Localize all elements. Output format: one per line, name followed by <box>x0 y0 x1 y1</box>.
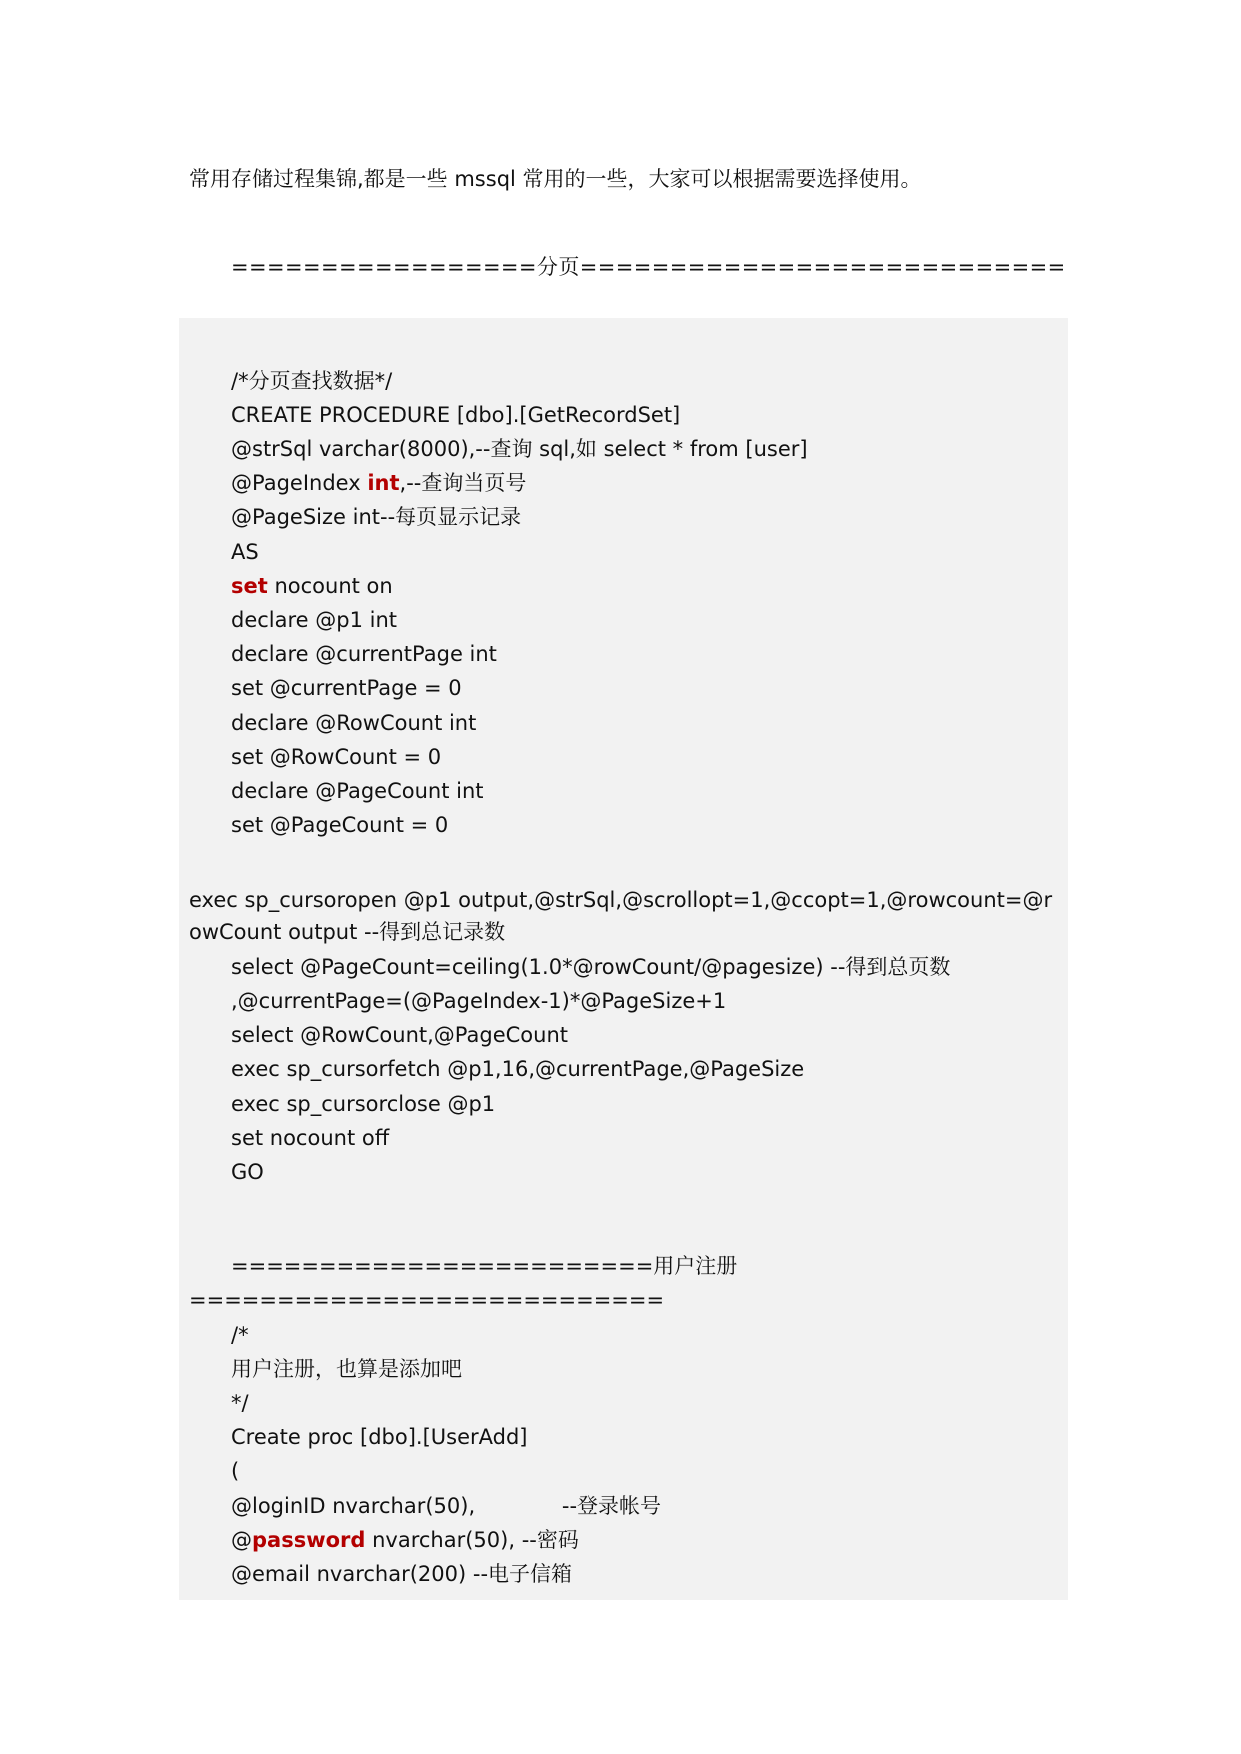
code-line: AS <box>231 540 259 564</box>
code-text: ,--查询当页号 <box>399 471 527 495</box>
code-line: owCount output --得到总记录数 <box>189 920 506 944</box>
code-line <box>231 571 393 601</box>
code-line: select @PageCount=ceiling(1.0*@rowCount/@pagesize) --得到总页数 <box>231 955 951 979</box>
code-text: @ <box>231 1528 252 1552</box>
code-line: set nocount off <box>231 1126 390 1150</box>
code-line: declare @currentPage int <box>231 642 497 666</box>
code-line: GO <box>231 1160 264 1184</box>
code-line: /* <box>231 1323 249 1347</box>
code-line: */ <box>231 1391 249 1415</box>
code-line: set @RowCount = 0 <box>231 745 442 769</box>
code-line: select @RowCount,@PageCount <box>231 1023 568 1047</box>
code-line <box>231 1525 579 1555</box>
code-line <box>231 468 526 498</box>
paging-section-header: =================分页=========================== <box>231 255 1066 279</box>
code-line: set @PageCount = 0 <box>231 813 449 837</box>
code-line: declare @RowCount int <box>231 711 477 735</box>
code-line: @strSql varchar(8000),--查询 sql,如 select * from [user] <box>231 437 808 461</box>
keyword: password <box>252 1528 366 1552</box>
code-line: Create proc [dbo].[UserAdd] <box>231 1425 528 1449</box>
code-line: exec sp_cursorfetch @p1,16,@currentPage,@PageSize <box>231 1057 805 1081</box>
code-line: ,@currentPage=(@PageIndex-1)*@PageSize+1 <box>231 989 727 1013</box>
code-text: nocount on <box>267 574 393 598</box>
code-text: @PageIndex <box>231 471 368 495</box>
code-line: /*分页查找数据*/ <box>231 369 393 393</box>
keyword: set <box>231 574 268 598</box>
code-line: set @currentPage = 0 <box>231 676 462 700</box>
code-text: nvarchar(50), --密码 <box>365 1528 579 1552</box>
code-line: 用户注册，也算是添加吧 <box>231 1357 462 1381</box>
user-register-section-header: ========================用户注册 <box>231 1254 738 1278</box>
code-line: exec sp_cursoropen @p1 output,@strSql,@scrollopt=1,@ccopt=1,@rowcount=@r <box>189 888 1053 912</box>
intro-paragraph: 常用存储过程集锦,都是一些 mssql 常用的一些，大家可以根据需要选择使用。 <box>189 167 922 191</box>
code-line: ( <box>231 1459 240 1483</box>
code-line: @email nvarchar(200) --电子信箱 <box>231 1562 573 1586</box>
code-line: CREATE PROCEDURE [dbo].[GetRecordSet] <box>231 403 681 427</box>
code-line: declare @p1 int <box>231 608 398 632</box>
user-register-section-header-cont: =========================== <box>189 1288 665 1312</box>
code-line: declare @PageCount int <box>231 779 484 803</box>
code-line: exec sp_cursorclose @p1 <box>231 1092 496 1116</box>
code-line: @PageSize int--每页显示记录 <box>231 505 522 529</box>
code-line: @loginID nvarchar(50), --登录帐号 <box>231 1494 662 1518</box>
keyword: int <box>367 471 400 495</box>
